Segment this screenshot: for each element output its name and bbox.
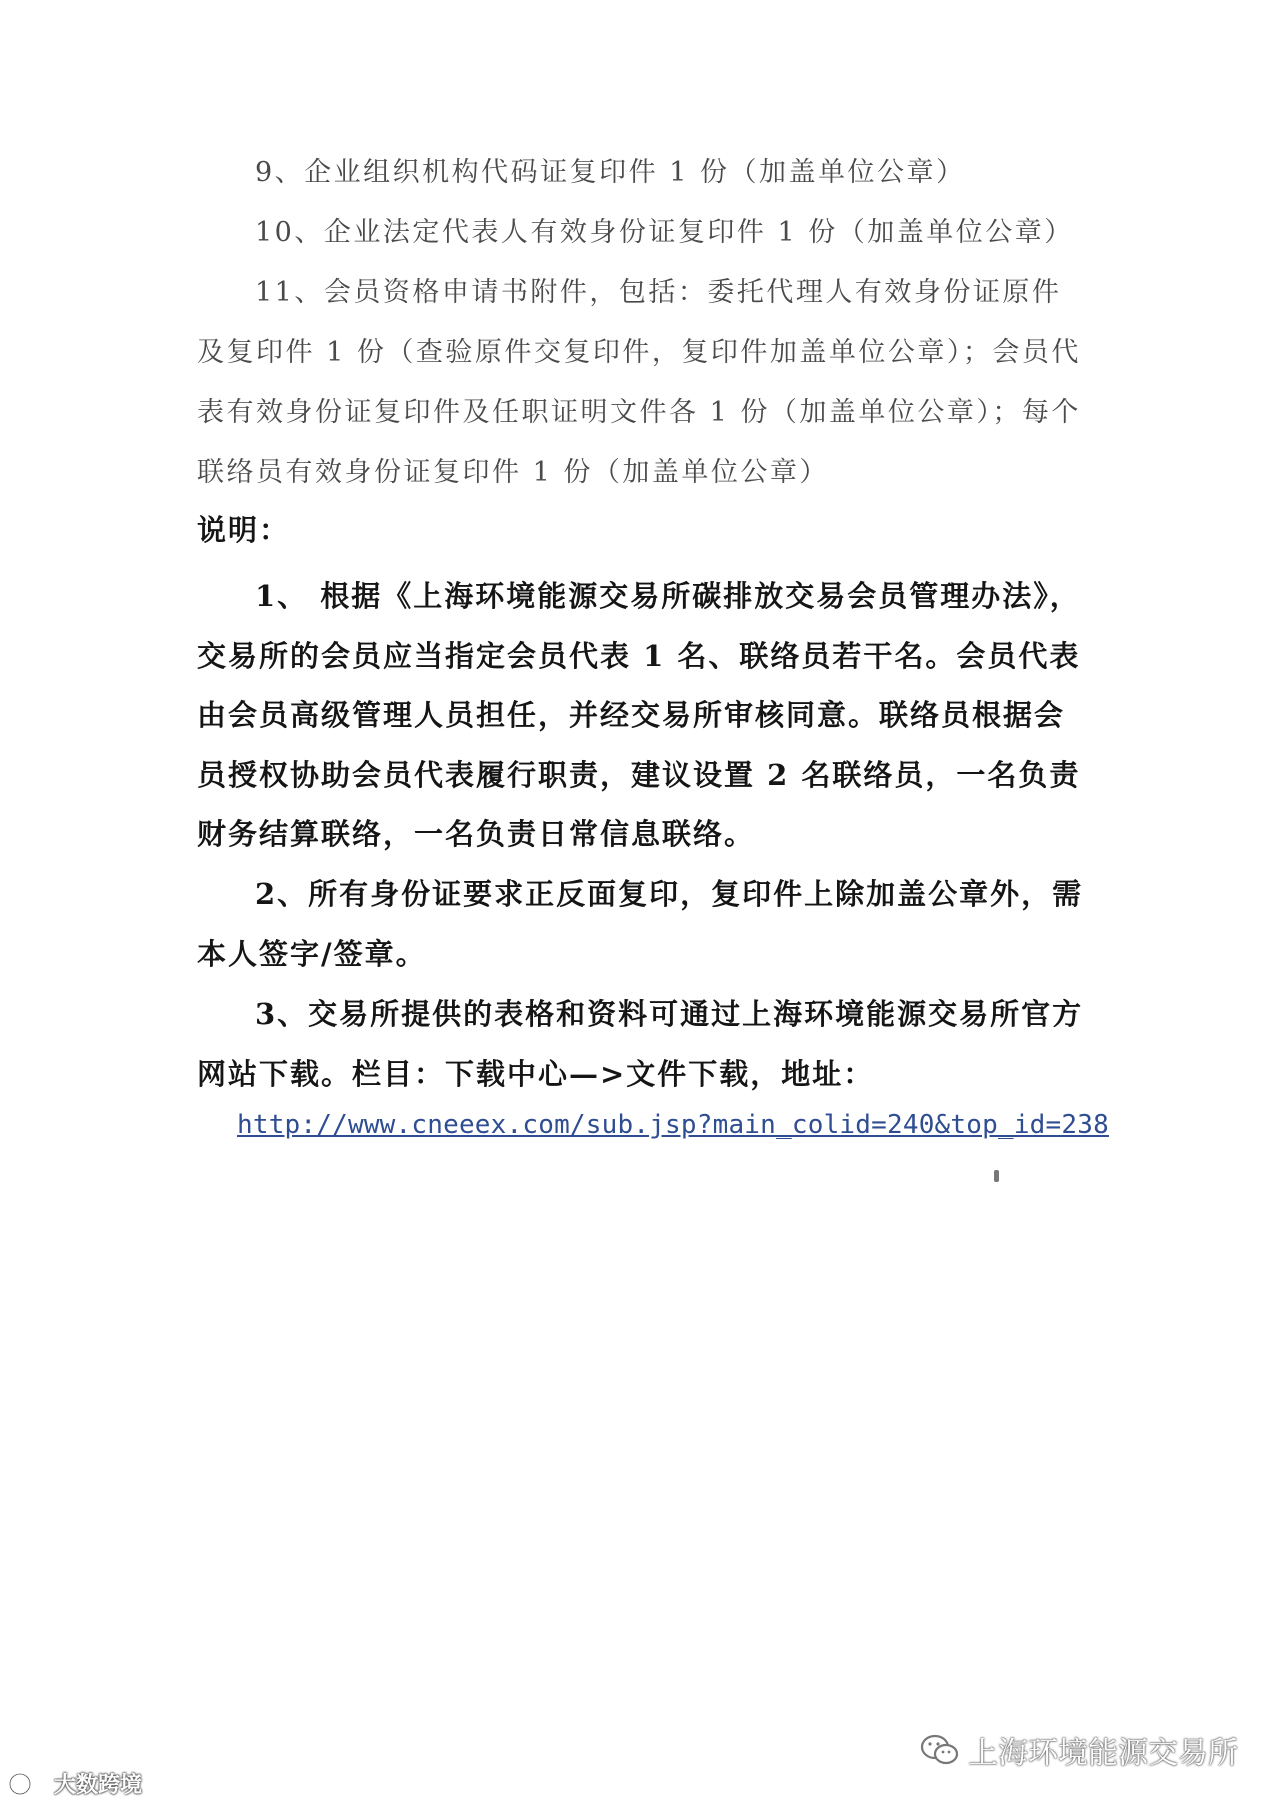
watermark-left-text: 大数跨境 bbox=[54, 1773, 143, 1798]
watermark-left bbox=[8, 1768, 142, 1799]
item-11: 11、会员资格申请书附件，包括：委托代理人有效身份证原件及复印件 1 份（查验原件交复印件，复印件加盖单位公章）；会员代表有效身份证复印件及任职证明文件各 1 份（加盖单位公章）；每个联络员有效身份证复印件 1 份（加盖单位公章） bbox=[197, 277, 1081, 488]
note-3: 3、交易所提供的表格和资料可通过上海环境能源交易所官方网站下载。栏目：下载中心—>文件下载，地址： bbox=[197, 997, 1084, 1091]
wechat-logo-icon bbox=[8, 1771, 48, 1797]
download-url-link[interactable]: http://www.cneeex.com/sub.jsp?main_colid=240&top_id=238 bbox=[237, 1110, 1109, 1140]
wechat-icon bbox=[920, 1733, 960, 1767]
watermark-right bbox=[920, 1728, 1238, 1772]
watermark-right-text: 上海环境能源交易所 bbox=[968, 1736, 1238, 1771]
note-2: 2、所有身份证要求正反面复印，复印件上除加盖公章外，需本人签字/签章。 bbox=[197, 877, 1084, 971]
item-9: 9、企业组织机构代码证复印件 1 份（加盖单位公章） bbox=[255, 157, 966, 188]
scan-speck bbox=[994, 1170, 999, 1182]
item-10: 10、企业法定代表人有效身份证复印件 1 份（加盖单位公章） bbox=[255, 217, 1074, 248]
notes-heading: 说明： bbox=[197, 513, 291, 547]
note-1: 1、 根据《上海环境能源交易所碳排放交易会员管理办法》，交易所的会员应当指定会员代表 1 名、联络员若干名。会员代表由会员高级管理人员担任，并经交易所审核同意。联络员根据会员授权协助会员代表履行职责，建议设置 2 名联络员，一名负责财务结算联络，一名负责日常信息联络。 bbox=[197, 579, 1081, 851]
